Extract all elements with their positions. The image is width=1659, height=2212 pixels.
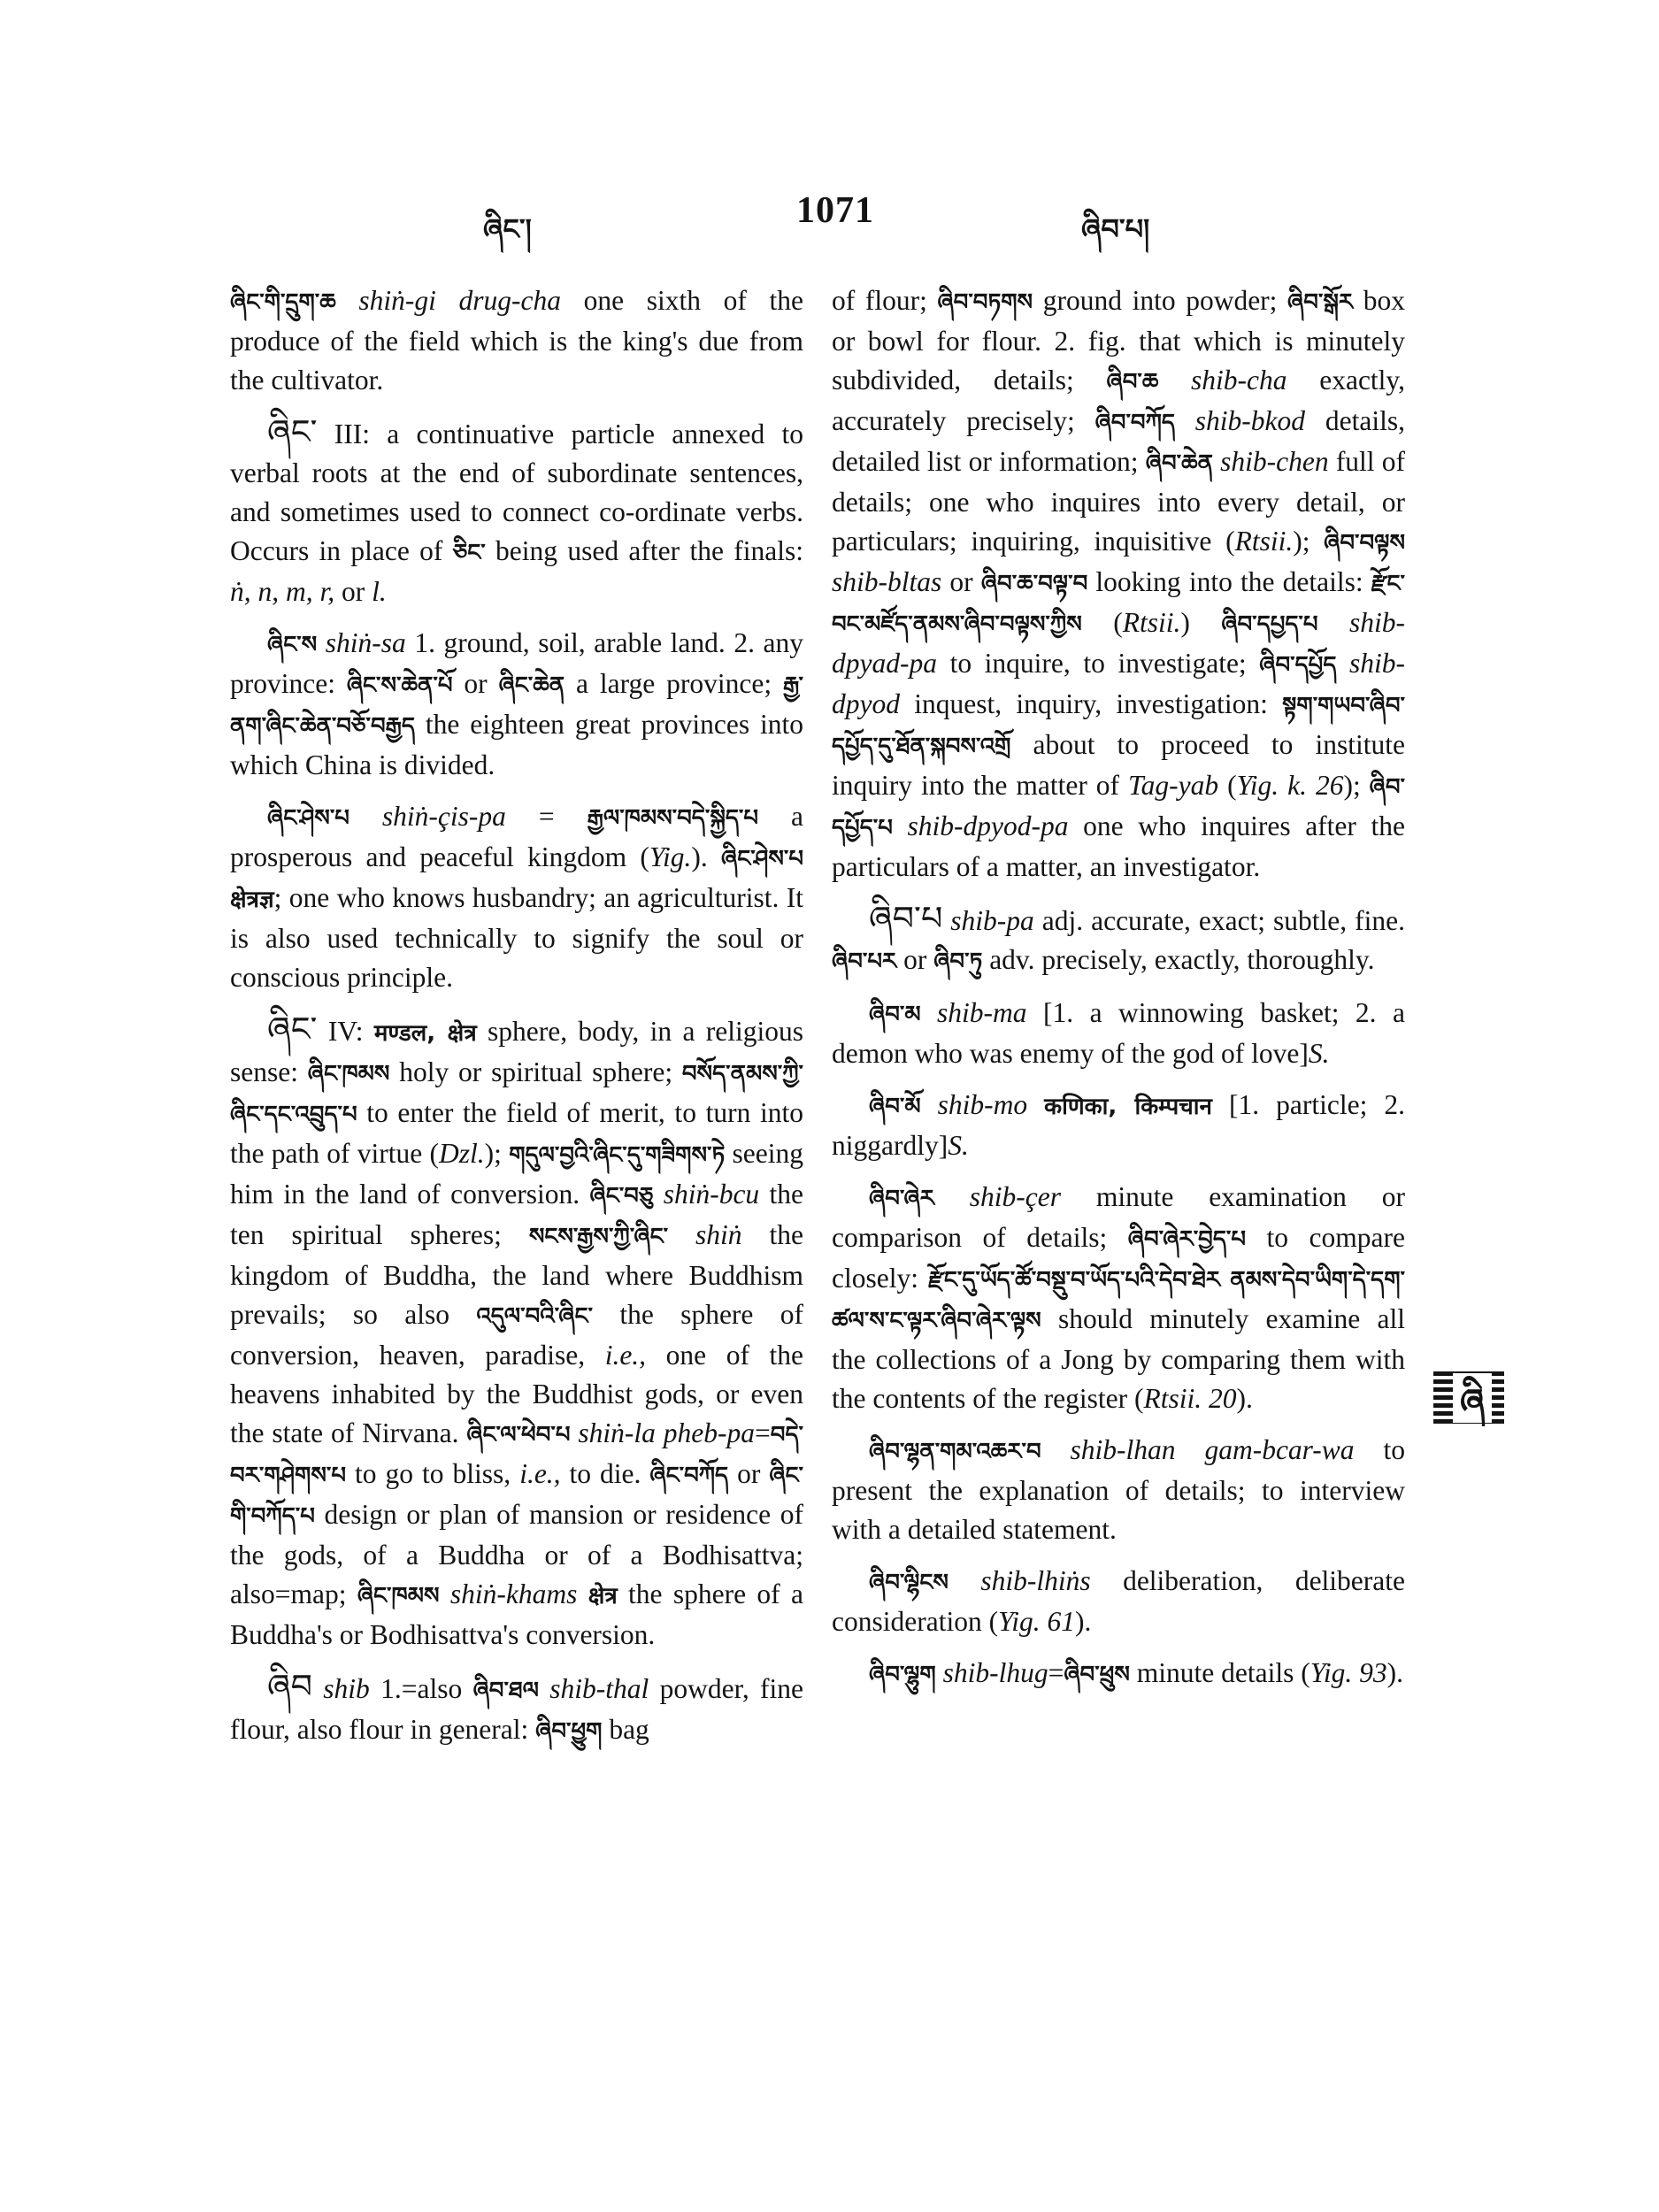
definition-text: or (941, 566, 981, 597)
transliteration: i.e., (604, 1340, 647, 1371)
tibetan-term: ཞིང་ཁམས (357, 1583, 440, 1609)
dictionary-entry (832, 281, 1405, 887)
definition-text (1027, 1089, 1044, 1120)
definition-text: ). (691, 841, 722, 872)
transliteration: Yig. 61 (998, 1606, 1075, 1637)
definition-text: III: a continuative particle annexed to verbal roots at the end of subordinate sentences, and sometimes used to connect co-ordinate verbs. Occurs in place of (230, 419, 803, 566)
tibetan-term: བདེ་བར་གཤེགས་པ (230, 1422, 803, 1489)
definition-text: ) (1180, 607, 1222, 638)
transliteration: shib-chen (1212, 446, 1329, 477)
tibetan-term: ཞིབ་བལྟས (1324, 530, 1405, 557)
dictionary-entry (230, 624, 803, 785)
tibetan-term: ཞིང་གི་དྲུག་ཆ (230, 289, 336, 316)
tibetan-term: ཞིབ་ཆེན (1145, 450, 1213, 477)
sanskrit-term: कणिका, किम्पचान (1044, 1094, 1212, 1120)
tibetan-term: ཞིང་ཤེས་པ (267, 805, 349, 832)
dictionary-entry (832, 1086, 1405, 1165)
tibetan-term: ཞིབ་ཕྲུས (1064, 1662, 1130, 1688)
definition-text: the sphere of conversion, heaven, paradise, (230, 1299, 804, 1371)
definition-text: one sixth of the produce of the field which is the king's due from the cultivator. (230, 285, 804, 396)
right-column (832, 281, 1405, 1707)
definition-text: [1. particle; 2. niggardly] (832, 1089, 1405, 1161)
dictionary-entry (832, 1431, 1405, 1549)
transliteration: shib-dpyad-pa (832, 607, 1405, 679)
transliteration: shib-pa (942, 905, 1034, 936)
tibetan-term: ཞིང་ལ་ཕེབ་པ (466, 1422, 571, 1448)
transliteration: Yig. 93 (1310, 1657, 1387, 1688)
transliteration: shib-lhug (935, 1657, 1048, 1688)
dictionary-entry (832, 899, 1405, 981)
running-header (230, 188, 1416, 246)
tibetan-term: ཞིབ་སྒོར (1287, 289, 1354, 316)
transliteration: S. (948, 1130, 969, 1161)
definition-text: ( (1081, 607, 1123, 638)
transliteration: shiṅ-sa (317, 627, 406, 658)
definition-text: or (334, 576, 373, 607)
transliteration: Yig. k. 26 (1236, 770, 1344, 801)
definition-text: being used after the finals: (485, 535, 803, 566)
transliteration: shiṅ-çis-pa (349, 801, 506, 832)
definition-text: or (728, 1458, 770, 1489)
definition-text: [1. a winnowing basket; 2. a demon who was enemy of the god of love] (832, 997, 1405, 1069)
dictionary-entry (832, 1562, 1405, 1641)
tibetan-term: ཞིབ་དཔྱད་པ (1221, 611, 1318, 638)
definition-text: IV: (317, 1016, 374, 1047)
left-column (230, 281, 803, 1763)
definition-text: ground into powder; (1033, 285, 1288, 316)
definition-text: should minutely examine all the collections of a Jong by comparing them with the contents of the register ( (832, 1303, 1405, 1414)
definition-text: sphere, body, in a religious sense: (230, 1016, 803, 1087)
transliteration: Rtsii. 20 (1143, 1383, 1237, 1414)
transliteration: shiṅ-khams (439, 1578, 578, 1609)
tibetan-term: ཞིབ་དཔྱོད་པ (832, 774, 1405, 841)
transliteration: shib-mo (920, 1089, 1028, 1120)
definition-text: the eighteen great provinces into which China is divided. (230, 709, 803, 780)
definition-text: to compare closely: (832, 1222, 1405, 1294)
definition-text: ); (484, 1138, 510, 1169)
definition-text: looking into the details: (1087, 566, 1371, 597)
tibetan-term: གདུལ་བྱའི་ཞིང་དུ་གཟིགས་ཏེ (509, 1142, 726, 1169)
dictionary-entry (832, 1654, 1405, 1694)
dictionary-entry (230, 281, 803, 400)
definition-text: the kingdom of Buddha, the land where Buddhism prevails; so also (230, 1219, 803, 1330)
tibetan-term: ཞིབ་ལྷན་གམ་འཆར་བ (869, 1439, 1041, 1465)
transliteration: shib-dpyod-pa (892, 810, 1069, 841)
transliteration: shib-çer (933, 1181, 1062, 1212)
transliteration: shib-bltas (832, 566, 942, 597)
tibetan-term: ཞིབ་ལྷིངས (869, 1570, 949, 1596)
transliteration: Rtsii. (1234, 526, 1294, 557)
definition-text: one of the heavens inhabited by the Buddhist gods, or even the state of Nirvana. (230, 1340, 803, 1448)
tibetan-headword: ཞིབ་པ (869, 899, 943, 938)
transliteration: shiṅ-bcu (653, 1179, 760, 1210)
definition-text (1220, 1263, 1230, 1294)
transliteration: shiṅ-la pheb-pa (570, 1417, 756, 1448)
tibetan-term: ཞིབ་མོ (869, 1094, 921, 1120)
tibetan-term: ཞིང་གི་བཀོད་པ (230, 1463, 803, 1530)
definition-text: box or bowl for flour. 2. fig. that which is minutely subdivided, details; (832, 285, 1405, 396)
tibetan-headword: ཞིབ (267, 1667, 312, 1706)
transliteration: shib (311, 1673, 370, 1704)
definition-text: to die. (560, 1458, 650, 1489)
definition-text: or (452, 668, 499, 699)
definition-text: ). (1386, 1657, 1404, 1688)
transliteration: shib-bkod (1174, 405, 1306, 436)
tibetan-term: ཞིང་བཅུ (589, 1183, 654, 1210)
definition-text: or (896, 944, 934, 975)
definition-text: a large province; (565, 668, 784, 699)
definition-text: 1. ground, soil, arable land. 2. any province: (230, 627, 803, 699)
transliteration: shib-ma (920, 997, 1027, 1028)
definition-text: the sphere of a Buddha's or Bodhisattva's conversion. (230, 1578, 803, 1650)
definition-text: of flour; (832, 285, 938, 316)
tibetan-term: ཞིབ་པར (832, 949, 897, 975)
sanskrit-term: क्षेत्र (588, 1583, 618, 1609)
definition-text: about to proceed to institute inquiry into the matter of (832, 729, 1405, 801)
tibetan-term: ཞིང་བཀོད (649, 1463, 729, 1489)
tibetan-term: རྫོང་བང་མཛོད་ནམས་ཞིབ་བལྟས་ཀྱིས (832, 571, 1405, 638)
definition-text: adj. accurate, exact; subtle, fine. (1033, 905, 1405, 936)
tibetan-term: ཞིང་ཆེན (498, 672, 565, 699)
tibetan-term: ཞིང་ས (267, 632, 318, 658)
tibetan-term: ཞིབ་ཐལ (472, 1678, 539, 1704)
transliteration: Dzl. (439, 1138, 485, 1169)
transliteration: shiṅ (668, 1219, 742, 1250)
tibetan-term: ཞིབ་ཕྱུག (535, 1718, 603, 1745)
transliteration: i.e., (519, 1458, 561, 1489)
tibetan-term: ཞིབ་བཏགས (937, 289, 1033, 316)
definition-text: to inquire, to investigate; (936, 648, 1260, 679)
definition-text: ). (1075, 1606, 1092, 1637)
transliteration: l. (372, 576, 387, 607)
definition-text: exactly, accurately precisely; (832, 365, 1406, 436)
definition-text: full of details; one who inquires into every detail, or particulars; inquiring, inquisitive ( (832, 446, 1406, 557)
definition-text: one who inquires after the particulars of a matter, an investigator. (832, 810, 1405, 882)
definition-text (577, 1578, 588, 1609)
transliteration: shib-thal (538, 1673, 649, 1704)
tibetan-term: ཞིབ་ཆ (1106, 369, 1159, 396)
tibetan-term: ནམས་དེབ་ཡིག་དེ་དག་ཚལ་ས་ང་ལྟར་ཞིབ་ཞེར་ལྟས (832, 1267, 1405, 1334)
tibetan-term: ཞིབ་ཆ་བལྟ་བ (980, 571, 1088, 597)
transliteration: shib-cha (1158, 365, 1287, 396)
transliteration: Yig. (649, 841, 692, 872)
definition-text: minute examination or comparison of details; (832, 1181, 1405, 1253)
definition-text: holy or spiritual sphere; (389, 1056, 682, 1087)
tibetan-term: ཞིབ་ཏུ (933, 949, 983, 975)
definition-text: seeing him in the land of conversion. (230, 1138, 803, 1210)
tibetan-headword: ཞིང་ (267, 1010, 318, 1048)
tibetan-term: ཞིང་ས་ཆེན་པོ (346, 672, 453, 699)
transliteration: shiṅ-gi drug-cha (335, 285, 562, 316)
tibetan-term: འདུལ་བའི་ཞིང་ (476, 1303, 593, 1330)
definition-text: bag (602, 1714, 649, 1745)
transliteration: shib-lhiṅs (948, 1565, 1091, 1596)
tibetan-term: ཞིབ་བཀོད (1094, 410, 1175, 436)
definition-text: = (755, 1417, 771, 1448)
tibetan-term: ཞིབ་མ (869, 1002, 921, 1028)
tibetan-term: ཞིབ་ཞེར (869, 1186, 934, 1212)
sanskrit-term: क्षेत्रज्ञ (230, 887, 274, 913)
definition-text: to enter the field of merit, to turn into the path of virtue ( (230, 1097, 803, 1169)
header-left-headword: ཞིང་། (483, 212, 532, 246)
tibetan-term: ཞིབ་ལྷུག (869, 1662, 936, 1688)
tibetan-term: ཞིང་ཤེས་པ (721, 846, 803, 872)
page-number: 1071 (796, 190, 874, 231)
definition-text: minute details ( (1129, 1657, 1310, 1688)
definition-text: adv. precisely, exactly, thoroughly. (982, 944, 1375, 975)
transliteration: shib-dpyod (832, 648, 1405, 719)
tibetan-headword: ཞིང་ (267, 412, 318, 451)
definition-text: the ten spiritual spheres; (230, 1179, 803, 1250)
dictionary-entry (230, 797, 803, 997)
tibetan-term: སངས་རྒྱས་ཀྱི་ཞིང་ (528, 1224, 669, 1250)
definition-text: 1.=also (369, 1673, 473, 1704)
dictionary-entry (832, 1178, 1405, 1418)
transliteration: ṅ, n, m, r, (230, 576, 335, 607)
definition-text: ( (1218, 770, 1237, 801)
dictionary-entry (230, 1010, 803, 1655)
definition-text: to present the explanation of details; to interview with a detailed statement. (832, 1434, 1405, 1545)
definition-text: ); (1293, 526, 1325, 557)
tibetan-term: ཞིང་ཁམས (307, 1061, 390, 1087)
definition-text: = (1048, 1657, 1064, 1688)
definition-text: details, detailed list or information; (832, 405, 1405, 477)
dictionary-entry (230, 1667, 803, 1751)
definition-text: deliberation, deliberate consideration ( (832, 1565, 1405, 1637)
header-right-headword: ཞིབ་པ། (1081, 212, 1150, 246)
tibetan-term: ཅིང་ (452, 540, 486, 566)
transliteration: shib-lhan gam-bcar-wa (1041, 1434, 1355, 1465)
tibetan-term: བསོད་ནམས་ཀྱི་ཞིང་དང་འབྲུད་པ (230, 1061, 803, 1128)
dictionary-entry (230, 412, 803, 611)
tibetan-term: ཞིབ་དཔྱོད (1259, 652, 1337, 679)
definition-text: a prosperous and peaceful kingdom ( (230, 801, 803, 872)
tibetan-term: ཞིབ་ཞེར་བྱེད་པ (1127, 1226, 1247, 1253)
definition-text: powder, fine flour, also flour in general: (230, 1673, 803, 1745)
definition-text: to go to bliss, (346, 1458, 520, 1489)
tibetan-term: རྒྱ་ནག་ཞིང་ཆེན་བཅོ་བརྒྱད (230, 672, 803, 740)
definition-text: ); (1343, 770, 1370, 801)
definition-text: ; one who knows husbandry; an agriculturist. It is also used technically to signify the soul or conscious principle. (230, 882, 803, 993)
thumb-index-letter: ཞི (1460, 1382, 1485, 1423)
definition-text: design or plan of mansion or residence of the gods, of a Buddha or of a Bodhisattva; also=map; (230, 1499, 803, 1609)
tibetan-term: རྫོང་དུ་ཡོད་ཚོ་བསྡུ་བ་ཡོད་པའི་དེབ་ཐེར (928, 1267, 1221, 1294)
definition-text: inquest, inquiry, investigation: (899, 688, 1283, 719)
tibetan-term: སྟག་གཡབ་ཞིབ་དཔྱོད་དུ་ཐོན་སྐབས་འགྲོ (832, 693, 1405, 760)
tibetan-term: རྒྱལ་ཁམས་བདེ་སྐྱིད་པ (587, 805, 759, 832)
definition-text: = (505, 801, 588, 832)
sanskrit-term: मण्डल, क्षेत्र (373, 1020, 477, 1047)
definition-text: ). (1236, 1383, 1253, 1414)
thumb-index-marker (1433, 1370, 1504, 1426)
transliteration: S. (1308, 1038, 1330, 1069)
transliteration: Tag-yab (1128, 770, 1219, 801)
dictionary-entry (832, 994, 1405, 1073)
transliteration: Rtsii. (1122, 607, 1181, 638)
